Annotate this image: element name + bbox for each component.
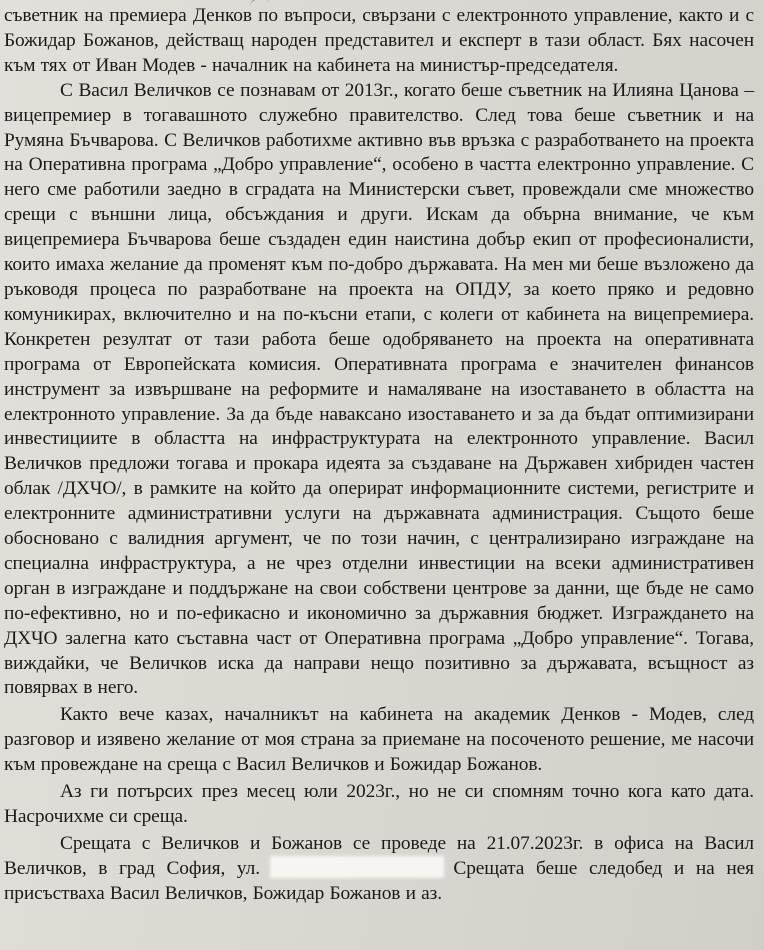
paragraph-5-before-redaction: Срещата с Величков и Божанов се проведе на 21.07.2023г. в офиса на Васил Величков, в град София, ул.	[4, 832, 754, 879]
paragraph-5	[4, 832, 754, 907]
redaction-box	[272, 858, 442, 876]
paragraph-2: С Васил Величков се познавам от 2013г., когато беше съветник на Илияна Цанова – вицепремиер в тогавашното служебно правителство. След това беше съветник и на Румяна Бъчварова. С Величков работихме активно във връзка с разработването на проекта на Оперативна програма „Добро управление“, особено в частта електронно управление. С него сме работили заедно в сградата на Министерски съвет, провеждали сме множество срещи с външни лица, обсъждания и други. Искам да обърна внимание, че към вицепремиера Бъчварова беше създаден един наистина добър екип от професионалисти, които имаха желание да променят към по-добро държавата. На мен ми беше възложено да ръководя процеса по разработване на проекта на ОПДУ, за което пряко и редовно комуникирах, включително и на по-късни етапи, с колеги от кабинета на вицепремиера. Конкретен резултат от тази работа беше одобряването на проекта на оперативната програма от Европейската комисия. Оперативната програма е значителен финансов инструмент за извършване на реформите и намаляване на изоставането в областта на електронното управление. За да бъде наваксано изоставането и за да бъдат оптимизирани инвестициите в областта на инфраструктурата на електронното управление. Васил Величков предложи тогава и прокара идеята за създаване на Държавен хибриден частен облак /ДХЧО/, в рамките на който да оперират информационните системи, регистрите и електронните административни услуги на държавната администрация. Същото беше обосновано с валидния аргумент, че по този начин, с централизирано изграждане на специална инфраструктура, а не чрез отделни инвестиции на всеки административен орган в изграждане и поддържане на свои собствени центрове за данни, ще бъде не само по-ефективно, но и по-ефикасно и икономично за държавния бюджет. Изграждането на ДХЧО залегна като съставна част от Оперативна програма „Добро управление“. Тогава, виждайки, че Величков иска да направи нещо позитивно за държавата, всъщност аз повярвах в него.	[4, 79, 754, 699]
paragraph-5-after-redaction: Срещата беше следобед и на нея присъстваха Васил Величков, Божидар Божанов и аз.	[4, 857, 754, 904]
paragraph-4: Аз ги потърсих през месец юли 2023г., но не си спомням точно кога като дата. Насрочихме си среща.	[4, 781, 754, 827]
paragraph-1: съветник на премиера Денков по въпроси, свързани с електронното управление, както и с Божидар Божанов, действащ народен представител и експерт в тази област. Бях насочен към тях от Иван Модев - началник на кабинета на министър-председателя.	[4, 5, 754, 76]
paragraph-3: Както вече казах, началникът на кабинета на академик Денков - Модев, след разговор и изявено желание от моя страна за приемане на посоченото решение, ме насочи към провеждане на среща с Васил Величков и Божидар Божанов.	[4, 704, 754, 776]
